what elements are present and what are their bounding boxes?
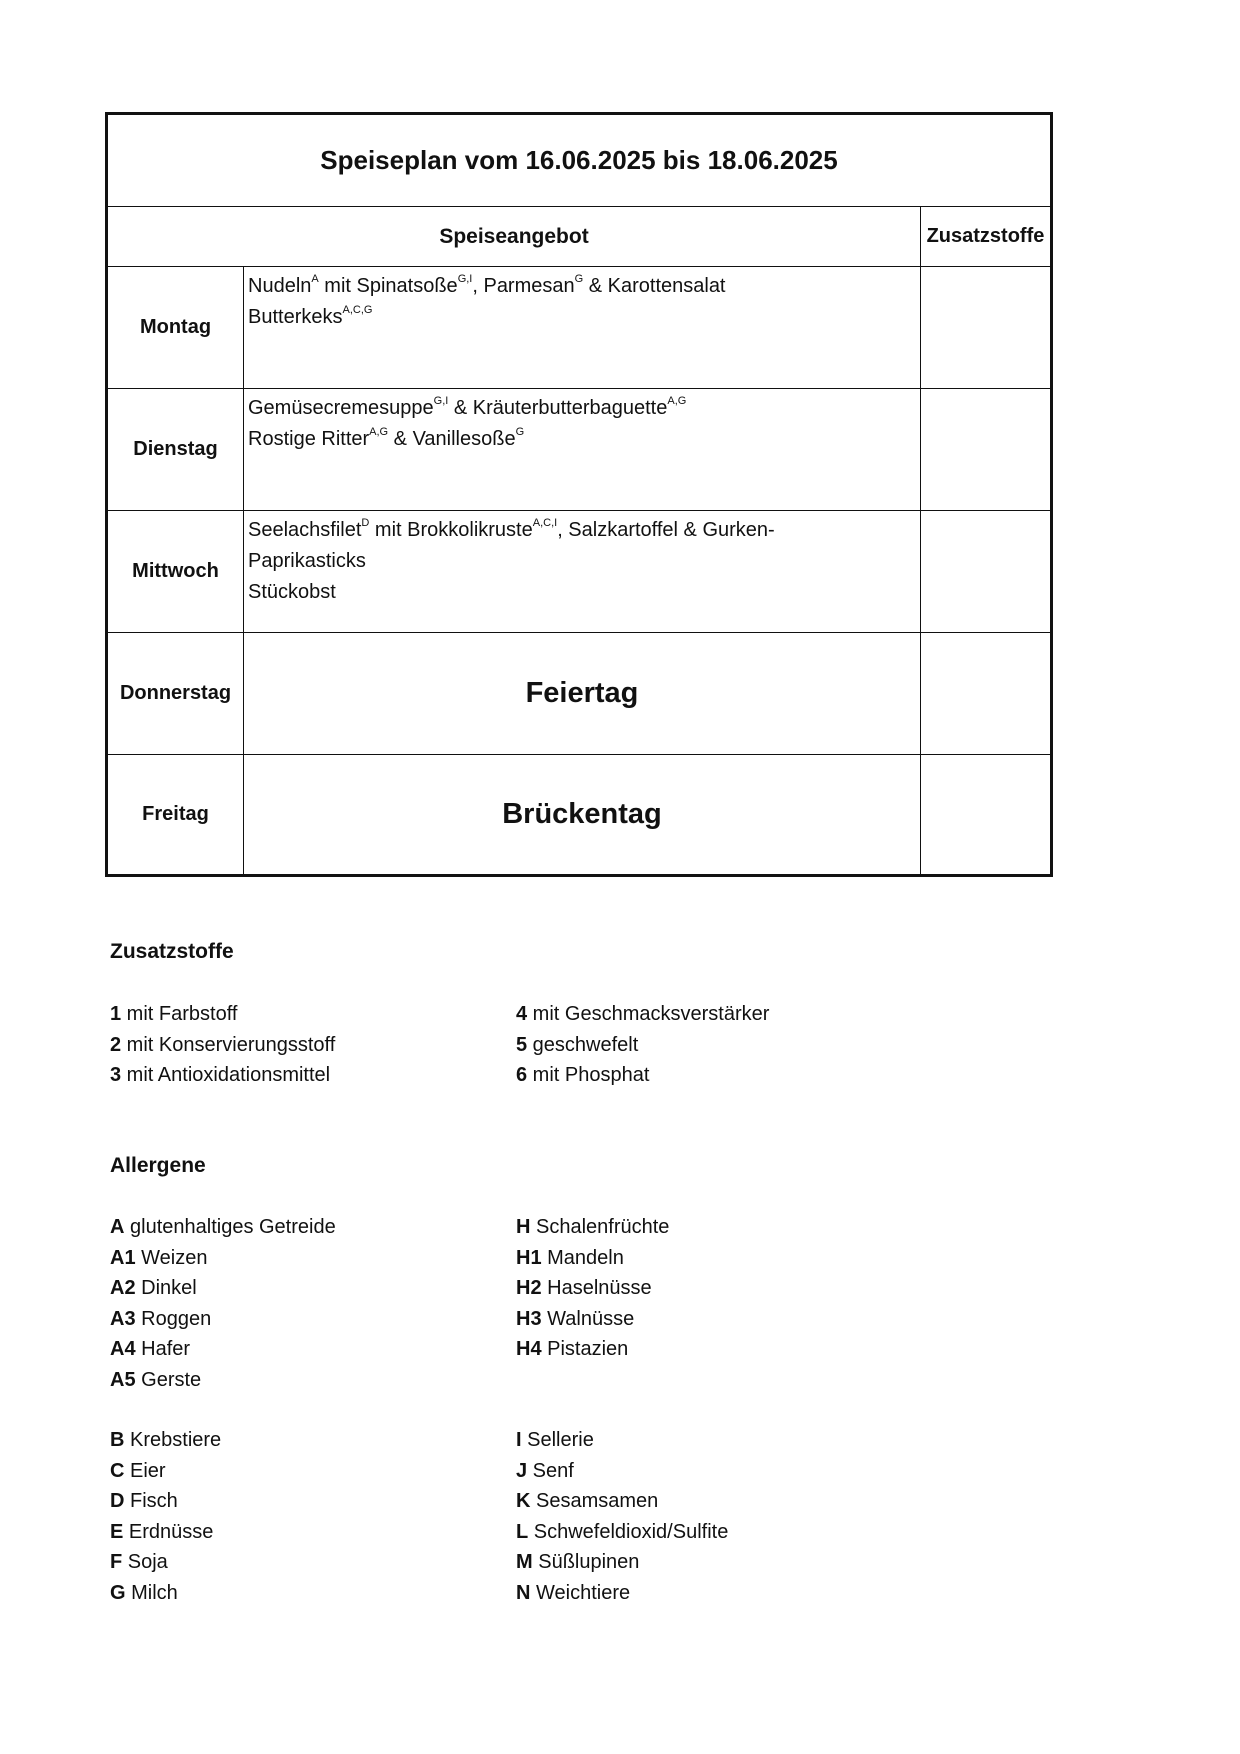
allergens-title: Allergene <box>110 1154 206 1177</box>
legend-label: Roggen <box>135 1307 212 1330</box>
legend-item <box>110 1547 221 1578</box>
legend-code: 1 <box>110 1003 122 1025</box>
legend-item <box>516 1030 769 1061</box>
dish-line <box>248 271 916 302</box>
legend-item <box>110 1334 336 1365</box>
legend-label: Soja <box>122 1551 168 1573</box>
legend-label: geschwefelt <box>527 1033 639 1056</box>
legend-code: B <box>110 1429 125 1451</box>
legend-code: 4 <box>516 1003 528 1025</box>
legend-item <box>516 1273 669 1304</box>
dish-line <box>248 546 916 577</box>
additives-cell-wednesday <box>921 511 1050 633</box>
legend-item <box>110 1060 335 1091</box>
legend-label: mit Farbstoff <box>121 1003 238 1025</box>
legend-label: Mandeln <box>541 1246 624 1269</box>
legend-code: H4 <box>516 1338 542 1360</box>
legend-code: 5 <box>516 1033 528 1056</box>
legend-label: Hafer <box>135 1338 191 1360</box>
allergen-marker: G <box>515 426 525 438</box>
additives-cell-thursday <box>921 633 1050 755</box>
legend-label: Krebstiere <box>124 1429 222 1451</box>
legend-label: Milch <box>125 1581 178 1604</box>
legend-item <box>516 1060 769 1091</box>
additives-list-right <box>516 999 769 1091</box>
legend-item <box>516 1547 728 1578</box>
legend-label: Eier <box>124 1459 166 1482</box>
day-label-monday: Montag <box>108 267 244 389</box>
legend-item <box>110 1578 221 1609</box>
holiday-friday: Brückentag <box>244 755 921 874</box>
day-label-thursday: Donnerstag <box>108 633 244 755</box>
day-label-wednesday: Mittwoch <box>108 511 244 633</box>
legend-code: M <box>516 1551 533 1573</box>
legend-code: A1 <box>110 1246 136 1269</box>
allergen-marker: A,C,G <box>342 304 373 316</box>
allergen-marker: A <box>311 273 319 285</box>
legend-label: mit Antioxidationsmittel <box>121 1064 331 1086</box>
legend-label: mit Geschmacksverstärker <box>527 1003 770 1025</box>
legend-code: L <box>516 1520 529 1543</box>
legend-item <box>110 1425 221 1456</box>
legend-item <box>110 1456 221 1487</box>
legend-item <box>516 1517 728 1548</box>
dish-text: mit Spinatsoße <box>318 275 458 297</box>
legend-code: A2 <box>110 1277 136 1299</box>
allergens-list-left-1 <box>110 1212 336 1395</box>
allergen-marker: A,C,I <box>532 517 558 529</box>
legend-item <box>110 1030 335 1061</box>
legend-label: Weizen <box>135 1246 208 1269</box>
legend-code: H <box>516 1216 531 1238</box>
legend-item <box>516 1334 669 1365</box>
dish-line <box>248 302 916 333</box>
legend-label: mit Konservierungsstoff <box>121 1033 336 1056</box>
legend-label: Weichtiere <box>530 1581 631 1604</box>
legend-code: C <box>110 1459 125 1482</box>
day-label-friday: Freitag <box>108 755 244 874</box>
legend-item <box>110 1486 221 1517</box>
dish-text: & Vanillesoße <box>388 428 516 450</box>
legend-label: Haselnüsse <box>541 1277 652 1299</box>
dish-text: Gemüsecremesuppe <box>248 397 434 419</box>
dish-text: , Parmesan <box>472 275 575 297</box>
dish-text: Stückobst <box>248 581 336 603</box>
legend-item <box>110 999 335 1030</box>
dish-cell-monday <box>244 267 921 389</box>
legend-item <box>516 1456 728 1487</box>
legend-code: H3 <box>516 1307 542 1330</box>
dish-line <box>248 424 916 455</box>
legend-item <box>110 1243 336 1274</box>
legend-item <box>516 999 769 1030</box>
allergens-list-right-1 <box>516 1212 669 1365</box>
legend-item <box>110 1365 336 1396</box>
legend-item <box>516 1578 728 1609</box>
legend-code: H1 <box>516 1246 542 1269</box>
legend-item <box>516 1425 728 1456</box>
dish-line <box>248 393 916 424</box>
legend-code: K <box>516 1490 531 1512</box>
legend-label: Walnüsse <box>541 1307 635 1330</box>
legend-code: G <box>110 1581 126 1604</box>
legend-label: Pistazien <box>541 1338 629 1360</box>
legend-code: A4 <box>110 1338 136 1360</box>
legend-label: Schwefeldioxid/Sulfite <box>528 1520 729 1543</box>
legend-label: Schalenfrüchte <box>530 1216 670 1238</box>
legend-label: Senf <box>527 1459 574 1482</box>
dish-text: Rostige Ritter <box>248 428 370 450</box>
legend-label: Dinkel <box>135 1277 197 1299</box>
legend-label: Erdnüsse <box>123 1520 214 1543</box>
dish-text: mit Brokkolikruste <box>369 519 533 541</box>
dish-text: Nudeln <box>248 275 312 297</box>
allergen-marker: G,I <box>433 395 449 407</box>
legend-code: A <box>110 1216 125 1238</box>
legend-item <box>110 1304 336 1335</box>
header-offer: Speiseangebot <box>108 207 921 267</box>
dish-text: & Karottensalat <box>583 275 726 297</box>
allergen-marker: A,G <box>369 426 389 438</box>
day-label-tuesday: Dienstag <box>108 389 244 511</box>
allergen-marker: G,I <box>457 273 473 285</box>
menu-title: Speiseplan vom 16.06.2025 bis 18.06.2025 <box>108 115 1050 207</box>
menu-table <box>105 112 1053 877</box>
legend-item <box>110 1212 336 1243</box>
legend-item <box>110 1517 221 1548</box>
legend-code: 3 <box>110 1064 122 1086</box>
dish-line <box>248 577 916 608</box>
legend-item <box>516 1212 669 1243</box>
dish-text: Butterkeks <box>248 306 343 328</box>
legend-code: J <box>516 1459 528 1482</box>
additives-cell-friday <box>921 755 1050 874</box>
additives-title: Zusatzstoffe <box>110 940 234 963</box>
legend-code: I <box>516 1429 522 1451</box>
legend-label: Süßlupinen <box>532 1551 640 1573</box>
legend-code: 6 <box>516 1064 528 1086</box>
allergens-list-left-2 <box>110 1425 221 1608</box>
legend-label: Sesamsamen <box>530 1490 659 1512</box>
additives-list-left <box>110 999 335 1091</box>
legend-item <box>516 1486 728 1517</box>
legend-code: D <box>110 1490 125 1512</box>
dish-text: & Kräuterbutterbaguette <box>448 397 668 419</box>
legend-code: A3 <box>110 1307 136 1330</box>
legend-code: 2 <box>110 1033 122 1056</box>
legend-code: A5 <box>110 1368 136 1391</box>
legend-label: glutenhaltiges Getreide <box>124 1216 336 1238</box>
header-additives: Zusatzstoffe <box>921 207 1050 267</box>
legend-label: Sellerie <box>521 1429 594 1451</box>
additives-cell-monday <box>921 267 1050 389</box>
dish-cell-wednesday <box>244 511 921 633</box>
allergen-marker: D <box>361 517 370 529</box>
allergens-list-right-2 <box>516 1425 728 1608</box>
legend-item <box>516 1243 669 1274</box>
dish-cell-tuesday <box>244 389 921 511</box>
legend-code: F <box>110 1551 123 1573</box>
dish-text: Paprikasticks <box>248 550 366 572</box>
legend-code: N <box>516 1581 531 1604</box>
legend-code: H2 <box>516 1277 542 1299</box>
allergen-marker: G <box>574 273 584 285</box>
allergen-marker: A,G <box>667 395 687 407</box>
dish-text: Seelachsfilet <box>248 519 362 541</box>
legend-label: Gerste <box>135 1368 202 1391</box>
legend-label: mit Phosphat <box>527 1064 650 1086</box>
dish-line <box>248 515 916 546</box>
additives-cell-tuesday <box>921 389 1050 511</box>
legend-label: Fisch <box>124 1490 178 1512</box>
legend-code: E <box>110 1520 124 1543</box>
holiday-thursday: Feiertag <box>244 633 921 755</box>
dish-text: , Salzkartoffel & Gurken- <box>557 519 775 541</box>
legend-item <box>516 1304 669 1335</box>
legend-item <box>110 1273 336 1304</box>
